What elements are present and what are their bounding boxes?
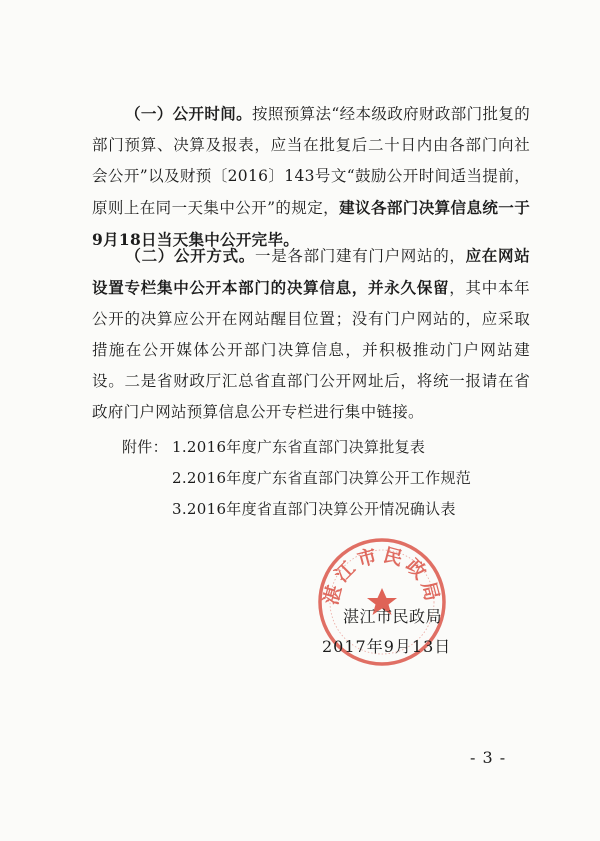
attachment-item: 1.2016年度广东省直部门决算批复表 — [172, 438, 426, 456]
signature-date: 2017年9月13日 — [322, 637, 452, 656]
publication-time-recommendation: 建议各部门决算信息统一于9月18日当天集中公开完毕。 — [92, 198, 530, 249]
attachment-item: 2.2016年度广东省直部门决算公开工作规范 — [172, 469, 472, 487]
attachments-label: 附件： — [122, 438, 168, 456]
publication-method-text-2: ，其中本年公开的决算应公开在网站醒目位置；没有门户网站的，应采取措施在公开媒体公开部门决算信息，并积极推动门户网站建设。二是省财政厅汇总省直部门公开网址后，将统一报请在省政府门户网站预算信息公开专栏进行集中链接。 — [92, 279, 530, 421]
paragraph-publication-method — [92, 240, 530, 428]
publication-method-text-1: 一是各部门建有门户网站的， — [255, 247, 466, 265]
heading-publication-time: （一）公开时间。 — [125, 104, 253, 123]
signature-organization: 湛江市民政局 — [343, 607, 443, 626]
publication-time-text: 按照预算法“经本级政府财政部门批复的部门预算、决算及报表，应当在批复后二十日内由各部门向社会公开”以及财预〔2016〕143号文“鼓励公开时间适当提前，原则上在同一天集中公开”的规定， — [92, 105, 530, 217]
page-number: - 3 - — [470, 748, 507, 767]
attachment-item: 3.2016年度省直部门决算公开情况确认表 — [172, 500, 456, 518]
seal-text-path: 湛江市民政局 — [320, 544, 444, 608]
heading-publication-method: （二）公开方式。 — [125, 246, 255, 265]
publication-method-emphasis: 应在网站设置专栏集中公开本部门的决算信息，并永久保留 — [92, 246, 530, 297]
paragraph-publication-time — [92, 98, 530, 256]
